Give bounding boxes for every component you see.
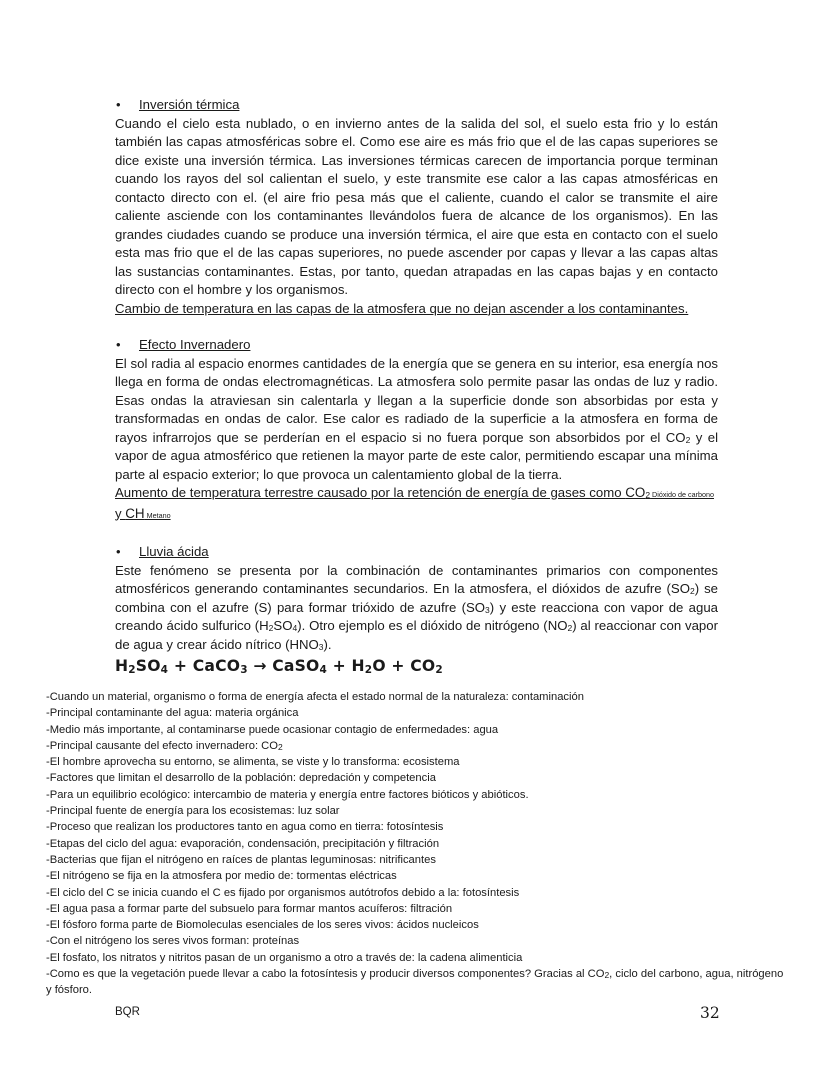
formula-label: Metano [144, 510, 171, 520]
subscript: 2 [128, 664, 136, 676]
list-item: -El fosfato, los nitratos y nitritos pasan de un organismo a otro a través de: la cadena alimenticia [46, 951, 523, 964]
subscript: 3 [318, 641, 324, 652]
eq-term: CaSO [272, 657, 320, 675]
list-item: -Factores que limitan el desarrollo de la población: depredación y competencia [46, 772, 436, 785]
list-item: -Con el nitrógeno los seres vivos forman: proteínas [46, 935, 300, 948]
item-text: -Como es que la vegetación puede llevar a cabo la fotosíntesis y producir diversos componentes? Gracias al CO [46, 968, 605, 981]
eq-term: + H [327, 657, 365, 675]
body-text: y el vapor de agua atmosférico que retienen la mayor parte de este calor, permitiendo escapar una mínima parte al espacio exterior; lo que provoca un calentamiento global de la tierra. [115, 429, 718, 482]
list-item: -El nitrógeno se fija en la atmosfera por medio de: tormentas eléctricas [46, 870, 397, 883]
subscript: 2 [645, 490, 651, 500]
body-text: ). [323, 636, 332, 652]
list-item: -Bacterias que fijan el nitrógeno en raíces de plantas leguminosas: nitrificantes [46, 853, 436, 866]
section-heading [115, 96, 718, 115]
subscript: 2 [604, 970, 610, 981]
footer-author: BQR [115, 1006, 140, 1018]
body-text: El sol radia al espacio enormes cantidades de la energía que se genera en su interior, esa energía nos llega en forma de ondas electromagnéticas. La atmosfera solo permite pasar las ondas de luz y radio. Esas ondas la atraviesan sin calentarla y llegan a la superficie donde son absorbidas por esta y transformadas en ondas de calor. Ese calor es radiado de la superficie a la atmosfera en forma de rayos infrarrojos que se perderían en el espacio si no fuera porque son absorbidos por el CO [115, 355, 718, 445]
content-sections [115, 96, 718, 695]
subscript: 2 [689, 586, 695, 596]
body-text: ) se combina con el azufre (S) para formar trióxido de azufre (SO [115, 581, 718, 615]
bullet-icon: • [116, 337, 121, 352]
item-text: , ciclo del carbono, agua, nitrógeno y fósforo. [46, 968, 784, 997]
bullet-icon: • [116, 544, 121, 559]
section-summary: Cambio de temperatura en las capas de la atmosfera que no dejan ascender a los contaminantes. [115, 300, 689, 316]
section-body [115, 355, 718, 485]
eq-term: + CaCO [168, 657, 241, 675]
subscript: 2 [685, 434, 691, 445]
section-title: Lluvia ácida [139, 544, 209, 559]
list-item: -El agua pasa a formar parte del subsuelo para formar mantos acuíferos: filtración [46, 902, 453, 915]
section-body [115, 562, 718, 655]
list-item: -Proceso que realizan los productores tanto en agua como en tierra: fotosíntesis [46, 821, 444, 834]
subscript: 4 [292, 623, 298, 633]
eq-term: H [115, 657, 129, 675]
section-lluvia-acida [115, 543, 718, 677]
qa-list [46, 689, 791, 999]
list-item: -Principal fuente de energía para los ecosistemas: luz solar [46, 805, 340, 818]
section-heading [115, 336, 718, 355]
subscript: 3 [240, 664, 248, 676]
subscript: 2 [277, 741, 283, 752]
body-text: ) y este reacciona con vapor de agua creando ácido sulfurico (H [115, 599, 718, 633]
subscript: 2 [364, 664, 373, 676]
section-inversion-termica [115, 96, 718, 318]
summary-text: Aumento de temperatura terrestre causado por la retención de energía de gases como [115, 485, 626, 500]
list-item: -Cuando un material, organismo o forma de energía afecta el estado normal de la naturaleza: contaminación [46, 691, 584, 703]
body-text: ) al reaccionar con vapor de agua y crear ácido nítrico (HNO [115, 618, 718, 652]
body-text: ). Otro ejemplo es el dióxido de nitrógeno (NO [297, 618, 568, 633]
list-item: -El fósforo forma parte de Biomoleculas esenciales de los seres vivos: ácidos nucleicos [46, 919, 479, 932]
subscript: 2 [435, 664, 443, 676]
subscript: 3 [485, 604, 490, 615]
arrow-icon: → [247, 657, 273, 675]
body-text: Este fenómeno se presenta por la combinación de contaminantes primarios con componentes atmosféricos generando contaminantes secundarios. En la atmosfera, el dióxidos de azufre (SO [115, 562, 718, 596]
list-item: -Principal contaminante del agua: materia orgánica [46, 707, 299, 720]
list-item: -Medio más importante, al contaminarse puede ocasionar contagio de enfermedades: agua [46, 723, 499, 736]
formula-ch: CH [125, 505, 145, 521]
eq-term: SO [135, 657, 161, 675]
chemical-equation [115, 655, 718, 677]
item-text: -Principal causante del efecto invernadero: CO [46, 739, 278, 752]
summary-text: y [115, 505, 126, 521]
page-number: 32 [700, 1004, 720, 1022]
body-text: SO [273, 618, 293, 633]
subscript: 2 [567, 623, 573, 633]
section-title: Inversión térmica [139, 97, 240, 112]
list-item: -Etapas del ciclo del agua: evaporación, condensación, precipitación y filtración [46, 837, 440, 850]
list-item: -El hombre aprovecha su entorno, se alimenta, se viste y lo transforma: ecosistema [46, 756, 460, 769]
bullet-icon: • [116, 97, 121, 112]
formula-co: CO [625, 485, 646, 500]
list-item: -Para un equilibrio ecológico: intercambio de materia y energía entre factores bióticos y abióticos. [46, 788, 529, 801]
section-heading [115, 543, 718, 562]
list-item: -El ciclo del C se inicia cuando el C es fijado por organismos autótrofos debido a la: fotosíntesis [46, 886, 520, 899]
section-title: Efecto Invernadero [139, 337, 251, 352]
section-body: Cuando el cielo esta nublado, o en invierno antes de la salida del sol, el suelo esta frio y lo están también las capas atmosféricas sobre el. Como ese aire es más frio que el de las capas superiores se dice existe una inversión térmica. Las inversiones térmicas carecen de importancia porque terminan cuando los rayos del sol calientan el suelo, y este transmite ese calor a las capas atmosféricas en contacto directo con el. (el aire frio pesa más que el caliente, cuando el calor se transmite el aire caliente asciende con los contaminantes llevándolos fuera de alcance de los organismos). En las grandes ciudades cuando se produce una inversión térmica, el aire que esta en contacto con el suelo esta mas frio que el de las capas superiores, no puede ascender por capas y llevar a las capas altas las sustancias contaminantes. Estas, por tanto, quedan atrapadas en las capas bajas y en contacto directo con el hombre y los organismos. [115, 115, 718, 297]
section-efecto-invernadero [115, 336, 718, 525]
list-item [46, 966, 791, 999]
eq-term: O + CO [372, 657, 436, 675]
subscript: 4 [160, 664, 169, 676]
list-item [46, 738, 791, 754]
subscript: 2 [268, 623, 274, 633]
section-summary [115, 484, 718, 525]
subscript: 4 [319, 664, 328, 676]
formula-label: Dióxido de carbono [650, 490, 714, 499]
